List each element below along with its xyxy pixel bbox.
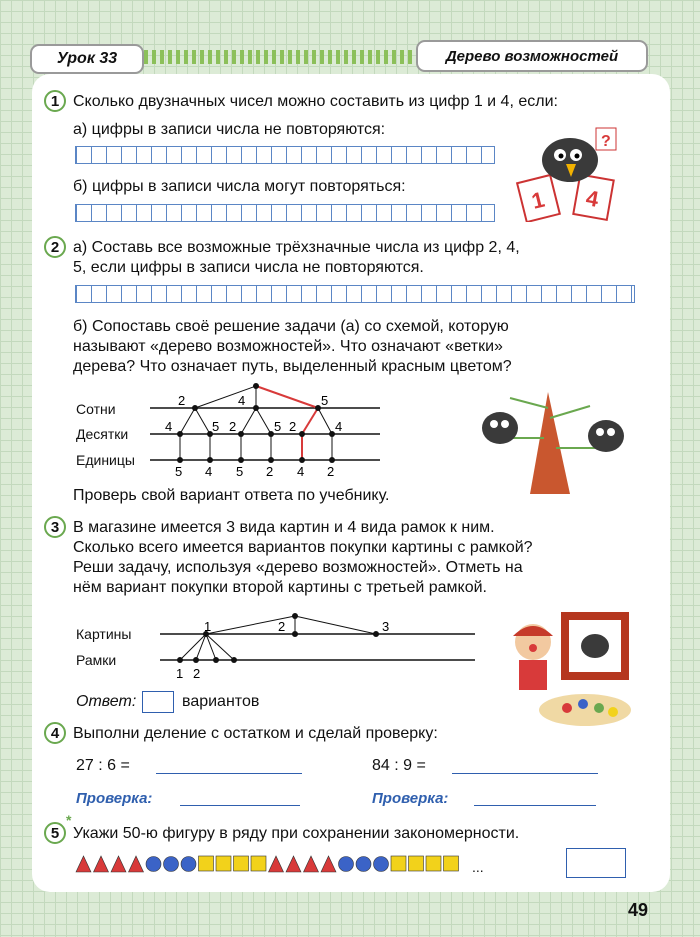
hundreds-digit: 4 (238, 393, 246, 408)
square-shape (234, 856, 249, 871)
tens-digit: 2 (229, 419, 237, 434)
square-shape (199, 856, 214, 871)
square-shape (409, 856, 424, 871)
task4-check-line-1[interactable] (180, 805, 300, 806)
task5-answer-field[interactable] (566, 848, 626, 878)
task2-a-line2: 5, если цифры в записи числа не повторяются. (73, 259, 424, 276)
task2-b-line1: б) Сопоставь своё решение задачи (а) со схемой, которую (73, 318, 509, 335)
units-digit: 2 (266, 464, 274, 479)
task3-line4: нём вариант покупки второй картины с третьей рамкой. (73, 579, 487, 596)
svg-text:?: ? (601, 133, 611, 150)
task2-a-answer-field[interactable] (75, 285, 635, 303)
svg-text:1: 1 (528, 186, 547, 214)
units-digit: 5 (236, 464, 244, 479)
task3-answer-label: Ответ: (76, 693, 137, 710)
triangle-shape (94, 856, 109, 872)
task1-number: 1 (44, 90, 66, 112)
task2-b-line3: дерева? Что означает путь, выделенный красным цветом? (73, 358, 512, 375)
crow-cards-illustration (510, 122, 630, 222)
units-digit: 5 (175, 464, 183, 479)
task4-answer-line-2[interactable] (452, 773, 598, 774)
frame-number: 2 (193, 666, 201, 681)
circle-shape (181, 857, 196, 872)
units-digit: 4 (297, 464, 305, 479)
task5-star-mark: * (66, 812, 72, 828)
task5-text: Укажи 50-ю фигуру в ряду при сохранении закономерности. (73, 825, 520, 842)
task4-expression-2: 84 : 9 = (372, 757, 426, 774)
row-label-hundreds: Сотни (76, 401, 116, 417)
task4-check-line-2[interactable] (474, 805, 596, 806)
task1-b-text: б) цифры в записи числа могут повторяться: (73, 178, 406, 195)
circle-shape (146, 857, 161, 872)
picture-number: 2 (278, 619, 286, 634)
triangle-shape (304, 856, 319, 872)
task2-number: 2 (44, 236, 66, 258)
triangle-shape (129, 856, 144, 872)
task1-a-answer-field[interactable] (75, 146, 495, 164)
task3-number: 3 (44, 516, 66, 538)
task4-answer-line-1[interactable] (156, 773, 302, 774)
possibility-tree-task2 (150, 380, 390, 480)
frame-number: 1 (176, 666, 184, 681)
sequence-ellipsis: ... (472, 859, 484, 875)
task2-a-line1: а) Составь все возможные трёхзначные числа из цифр 2, 4, (73, 239, 520, 256)
hundreds-digit: 2 (178, 393, 186, 408)
tens-digit: 5 (274, 419, 282, 434)
svg-text:4: 4 (584, 185, 601, 212)
picture-number: 3 (382, 619, 390, 634)
task4-check-label-1: Проверка: (76, 790, 153, 807)
task4-text: Выполни деление с остатком и сделай проверку: (73, 725, 438, 742)
triangle-shape (76, 856, 91, 872)
task1-a-text: а) цифры в записи числа не повторяются: (73, 121, 386, 138)
task2-b-line2: называют «дерево возможностей». Что означают «ветки» (73, 338, 503, 355)
circle-shape (339, 857, 354, 872)
row-label-tens: Десятки (76, 426, 129, 442)
circle-shape (164, 857, 179, 872)
units-digit: 4 (205, 464, 213, 479)
header-stripes (144, 50, 416, 64)
task3-line1: В магазине имеется 3 вида картин и 4 вида рамок к ним. (73, 519, 495, 536)
triangle-shape (269, 856, 284, 872)
square-shape (426, 856, 441, 871)
triangle-shape (286, 856, 301, 872)
task5-number: 5 (44, 822, 66, 844)
painter-illustration (505, 612, 635, 732)
row-label-units: Единицы (76, 452, 135, 468)
triangle-shape (111, 856, 126, 872)
task4-check-label-2: Проверка: (372, 790, 449, 807)
page-number: 49 (627, 900, 648, 920)
units-digit: 2 (327, 464, 335, 479)
row-label-frames: Рамки (76, 652, 117, 668)
tens-digit: 4 (165, 419, 173, 434)
possibility-tree-task3 (160, 612, 480, 684)
tens-digit: 5 (212, 419, 220, 434)
topic-label: Дерево возможностей (416, 40, 648, 72)
task3-line3: Реши задачу, используя «дерево возможностей». Отметь на (73, 559, 523, 576)
task3-answer-field[interactable] (142, 691, 174, 713)
task4-expression-1: 27 : 6 = (76, 757, 130, 774)
hundreds-digit: 5 (321, 393, 329, 408)
circle-shape (374, 857, 389, 872)
task1-b-answer-field[interactable] (75, 204, 495, 222)
tens-digit: 2 (289, 419, 297, 434)
square-shape (391, 856, 406, 871)
tree-crows-illustration (470, 388, 640, 498)
circle-shape (356, 857, 371, 872)
shape-sequence (74, 852, 494, 876)
picture-number: 1 (204, 619, 212, 634)
task3-line2: Сколько всего имеется вариантов покупки картины с рамкой? (73, 539, 533, 556)
task1-text: Сколько двузначных чисел можно составить из цифр 1 и 4, если: (73, 93, 558, 110)
square-shape (251, 856, 266, 871)
task2-check-text: Проверь свой вариант ответа по учебнику. (73, 487, 390, 504)
task4-number: 4 (44, 722, 66, 744)
tens-digit: 4 (335, 419, 343, 434)
lesson-label: Урок 33 (30, 44, 144, 74)
square-shape (216, 856, 231, 871)
triangle-shape (321, 856, 336, 872)
row-label-pictures: Картины (76, 626, 132, 642)
square-shape (444, 856, 459, 871)
task3-answer-suffix: вариантов (182, 693, 260, 710)
